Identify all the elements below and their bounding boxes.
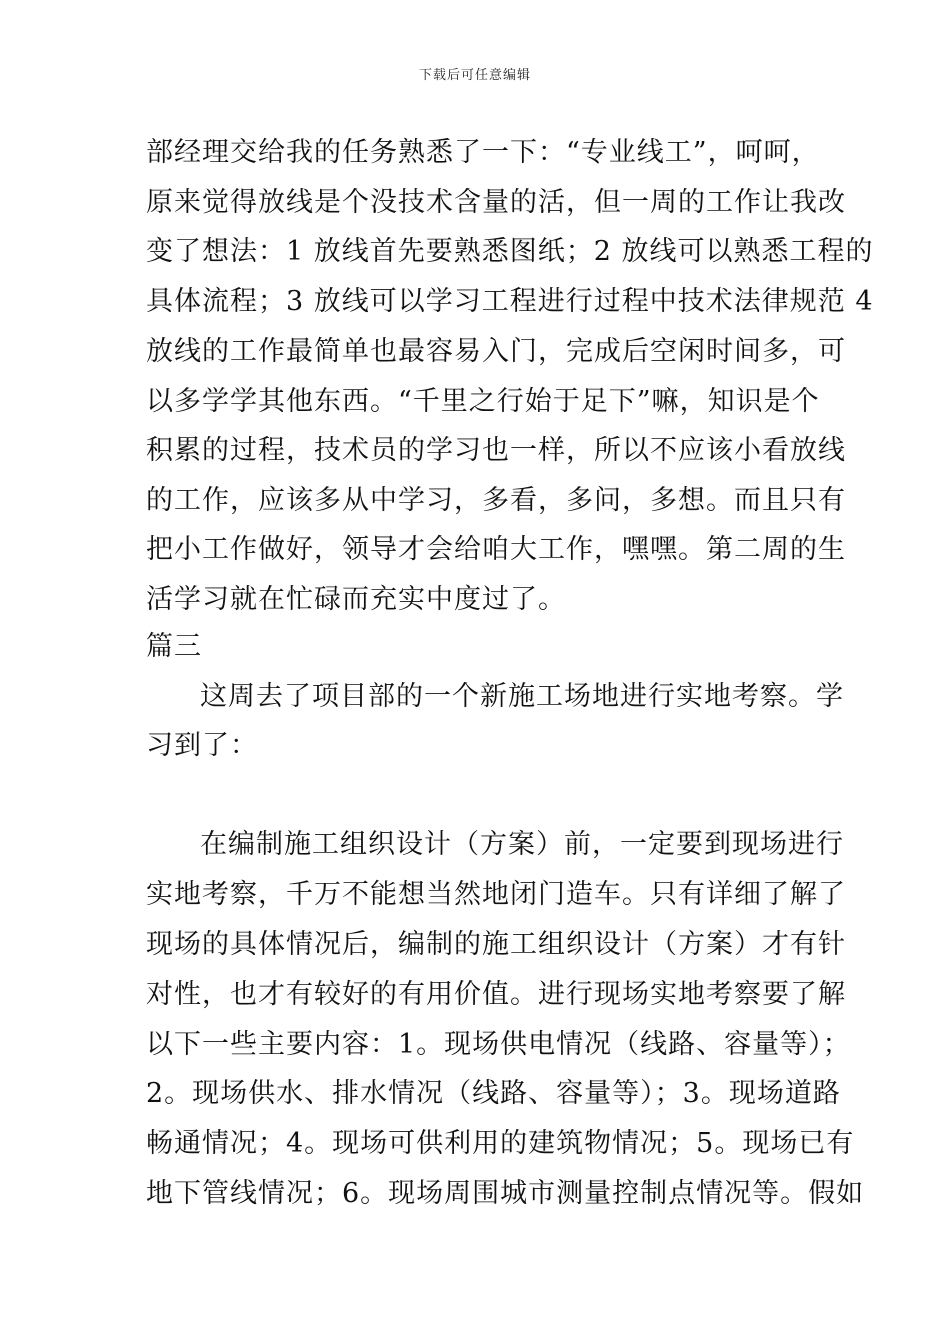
text-line: 以下一些主要内容：1。现场供电情况（线路、容量等）； [146, 1029, 851, 1060]
text-line: 在编制施工组织设计（方案）前，一定要到现场进行 [200, 829, 844, 860]
text-line: 畅通情况；4。现场可供利用的建筑物情况；5。现场已有 [146, 1128, 855, 1159]
page-header: 下载后可任意编辑 [418, 68, 531, 83]
text-line: 把小工作做好，领导才会给咱大工作，嘿嘿。第二周的生 [146, 534, 846, 565]
text-line: 具体流程；3 放线可以学习工程进行过程中技术法律规范 4 [146, 286, 874, 317]
text-line: 对性，也才有较好的有用价值。进行现场实地考察要了解 [146, 979, 846, 1010]
text-line: 这周去了项目部的一个新施工场地进行实地考察。学 [200, 681, 844, 712]
text-line: 2。现场供水、排水情况（线路、容量等）；3。现场道路 [146, 1078, 841, 1109]
text-line: 现场的具体情况后，编制的施工组织设计（方案）才有针 [146, 929, 846, 960]
text-line: 原来觉得放线是个没技术含量的活，但一周的工作让我改 [146, 187, 846, 218]
text-line: 放线的工作最简单也最容易入门，完成后空闲时间多，可 [146, 336, 846, 367]
text-line: 积累的过程，技术员的学习也一样，所以不应该小看放线 [146, 435, 846, 466]
text-line: 实地考察，千万不能想当然地闭门造车。只有详细了解了 [146, 879, 846, 910]
text-line: 活学习就在忙碌而充实中度过了。 [146, 584, 566, 615]
text-line: 部经理交给我的任务熟悉了一下：“专业线工”，呵呵， [146, 137, 820, 168]
text-line: 变了想法：1 放线首先要熟悉图纸；2 放线可以熟悉工程的 [146, 236, 874, 267]
text-line: 习到了： [146, 730, 258, 761]
section-heading: 篇三 [146, 631, 202, 662]
text-line: 的工作，应该多从中学习，多看，多问，多想。而且只有 [146, 485, 846, 516]
text-line: 以多学学其他东西。“千里之行始于足下”嘛，知识是个 [146, 386, 820, 417]
text-line: 地下管线情况；6。现场周围城市测量控制点情况等。假如 [146, 1178, 865, 1209]
